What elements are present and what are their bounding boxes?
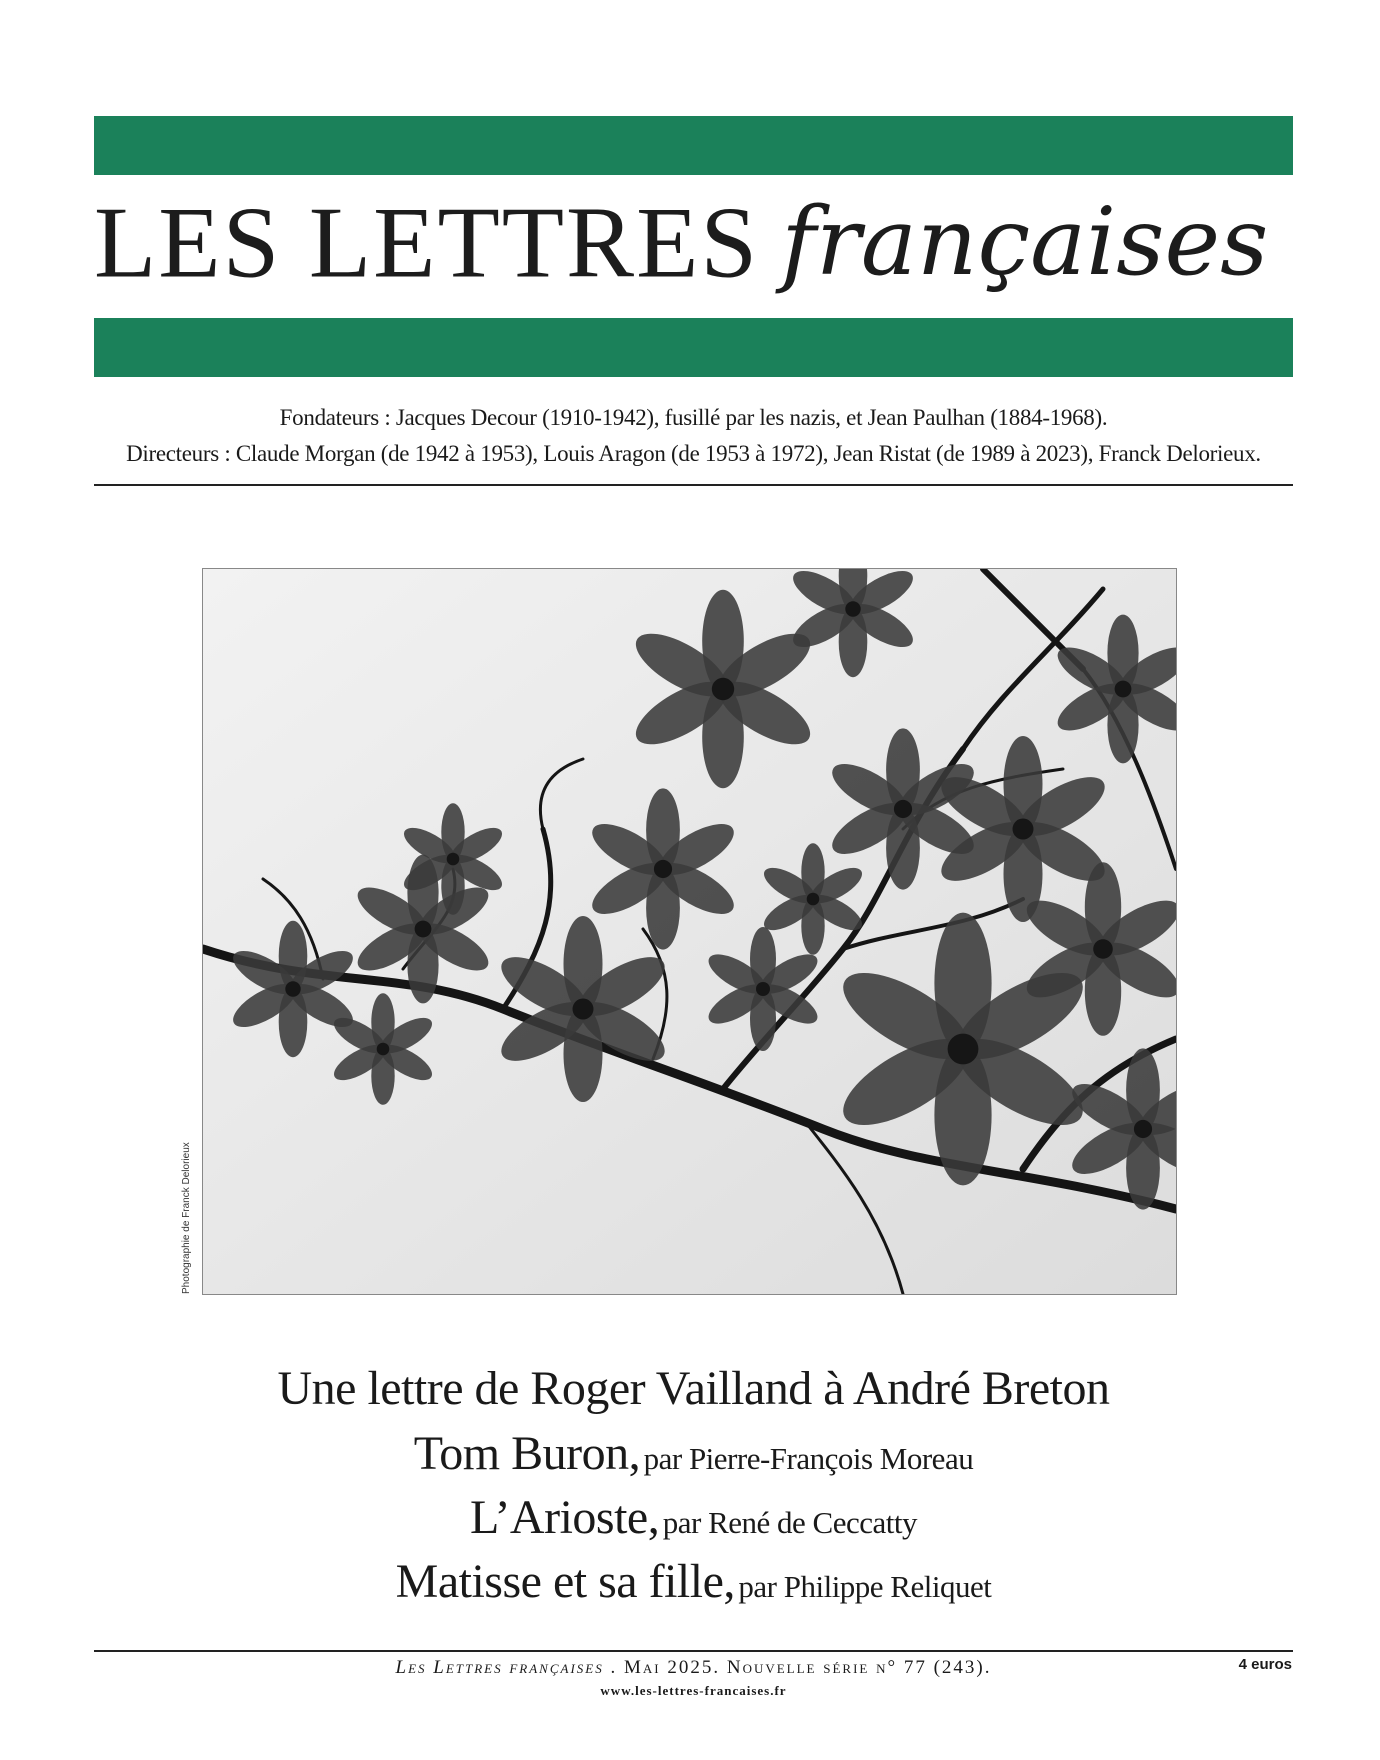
- headline-3-byline: par René de Ceccatty: [662, 1505, 917, 1540]
- masthead-bottom-band: [94, 318, 1293, 377]
- headline-1: [94, 1356, 1293, 1422]
- directors-line: Directeurs : Claude Morgan (de 1942 à 1953), Louis Aragon (de 1953 à 1972), Jean Ristat (de 1989 à 2023), Franck Delorieux.: [126, 441, 1261, 466]
- headlines: [94, 1356, 1293, 1614]
- photo-credit: Photographie de Franck Delorieux: [181, 1142, 192, 1294]
- headline-4-byline: par Philippe Reliquet: [738, 1569, 992, 1604]
- website-url[interactable]: www.les-lettres-francaises.fr: [600, 1683, 787, 1698]
- footer-divider: [94, 1650, 1293, 1652]
- headline-2: [94, 1422, 1293, 1486]
- headline-1-title: Une lettre de Roger Vailland à André Breton: [277, 1362, 1110, 1415]
- header-divider: [94, 484, 1293, 486]
- masthead-top-band: [94, 116, 1293, 175]
- price-label: 4 euros: [1238, 1656, 1292, 1673]
- headline-3: [94, 1486, 1293, 1550]
- issue-line: [94, 1653, 1293, 1683]
- headline-2-title: Tom Buron,: [413, 1427, 641, 1480]
- credits-block: [94, 400, 1293, 472]
- footer-issue: . Mai 2025. Nouvelle série n° 77 (243).: [610, 1657, 992, 1678]
- cover-photo-magnolia: [202, 568, 1177, 1295]
- footer-publication: Les Lettres françaises: [395, 1657, 604, 1678]
- headline-4: [94, 1550, 1293, 1614]
- masthead-title-roman: LES LETTRES: [94, 186, 760, 300]
- headline-3-title: L’Arioste,: [470, 1491, 660, 1544]
- headline-2-byline: par Pierre-François Moreau: [643, 1441, 974, 1476]
- headline-4-title: Matisse et sa fille,: [395, 1555, 735, 1608]
- masthead: [94, 178, 1293, 308]
- masthead-title-italic: françaises: [781, 188, 1269, 298]
- founders-line: Fondateurs : Jacques Decour (1910-1942), fusillé par les nazis, et Jean Paulhan (1884-1968).: [279, 405, 1108, 430]
